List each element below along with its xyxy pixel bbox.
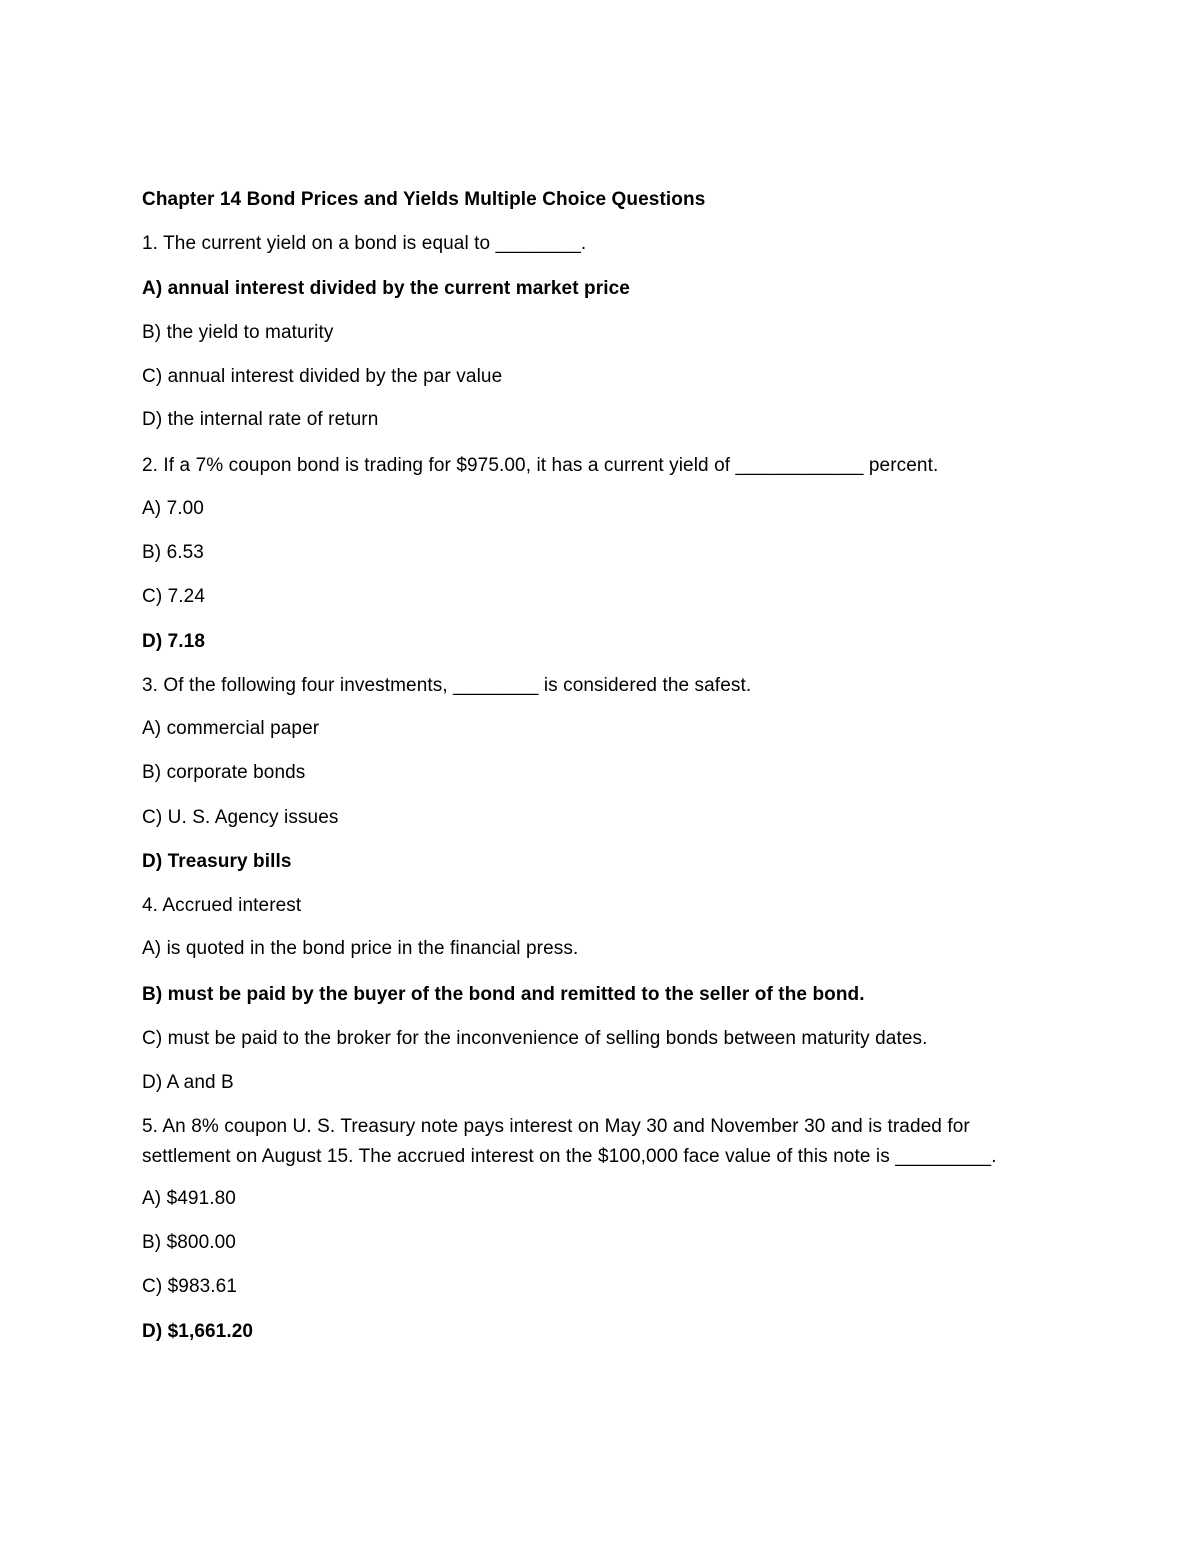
- question-2-option-d: D) 7.18: [142, 631, 206, 652]
- question-5-option-d: D) $1,661.20: [142, 1321, 254, 1342]
- question-1-option-b: B) the yield to maturity: [142, 322, 334, 343]
- question-2-option-c: C) 7.24: [142, 586, 206, 607]
- question-4-option-a: A) is quoted in the bond price in the financial press.: [142, 938, 579, 959]
- question-2-prompt: 2. If a 7% coupon bond is trading for $975.00, it has a current yield of ____________ percent.: [142, 455, 939, 476]
- question-4-option-d: D) A and B: [142, 1072, 234, 1093]
- question-2-option-a: A) 7.00: [142, 498, 204, 519]
- question-3-option-b: B) corporate bonds: [142, 762, 306, 783]
- question-3-option-d: D) Treasury bills: [142, 851, 292, 872]
- question-1-option-c: C) annual interest divided by the par value: [142, 366, 503, 387]
- question-5-option-a: A) $491.80: [142, 1188, 236, 1209]
- question-1-prompt: 1. The current yield on a bond is equal to ________.: [142, 233, 587, 254]
- question-5-prompt: 5. An 8% coupon U. S. Treasury note pays interest on May 30 and November 30 and is traded for settlement on August 15. The accrued interest on the $100,000 face value of this note is _________.: [142, 1116, 997, 1167]
- question-1-option-d: D) the internal rate of return: [142, 409, 379, 430]
- question-2-option-b: B) 6.53: [142, 542, 204, 563]
- question-3-option-c: C) U. S. Agency issues: [142, 807, 339, 828]
- question-4-option-b: B) must be paid by the buyer of the bond and remitted to the seller of the bond.: [142, 984, 865, 1005]
- question-1-option-a: A) annual interest divided by the current market price: [142, 278, 630, 299]
- question-5-option-c: C) $983.61: [142, 1276, 238, 1297]
- question-4-prompt: 4. Accrued interest: [142, 895, 302, 916]
- question-5-option-b: B) $800.00: [142, 1232, 236, 1253]
- document-title: Chapter 14 Bond Prices and Yields Multiple Choice Questions: [142, 189, 706, 210]
- question-3-option-a: A) commercial paper: [142, 718, 320, 739]
- question-3-prompt: 3. Of the following four investments, ________ is considered the safest.: [142, 675, 752, 696]
- question-4-option-c: C) must be paid to the broker for the inconvenience of selling bonds between maturity dates.: [142, 1028, 928, 1049]
